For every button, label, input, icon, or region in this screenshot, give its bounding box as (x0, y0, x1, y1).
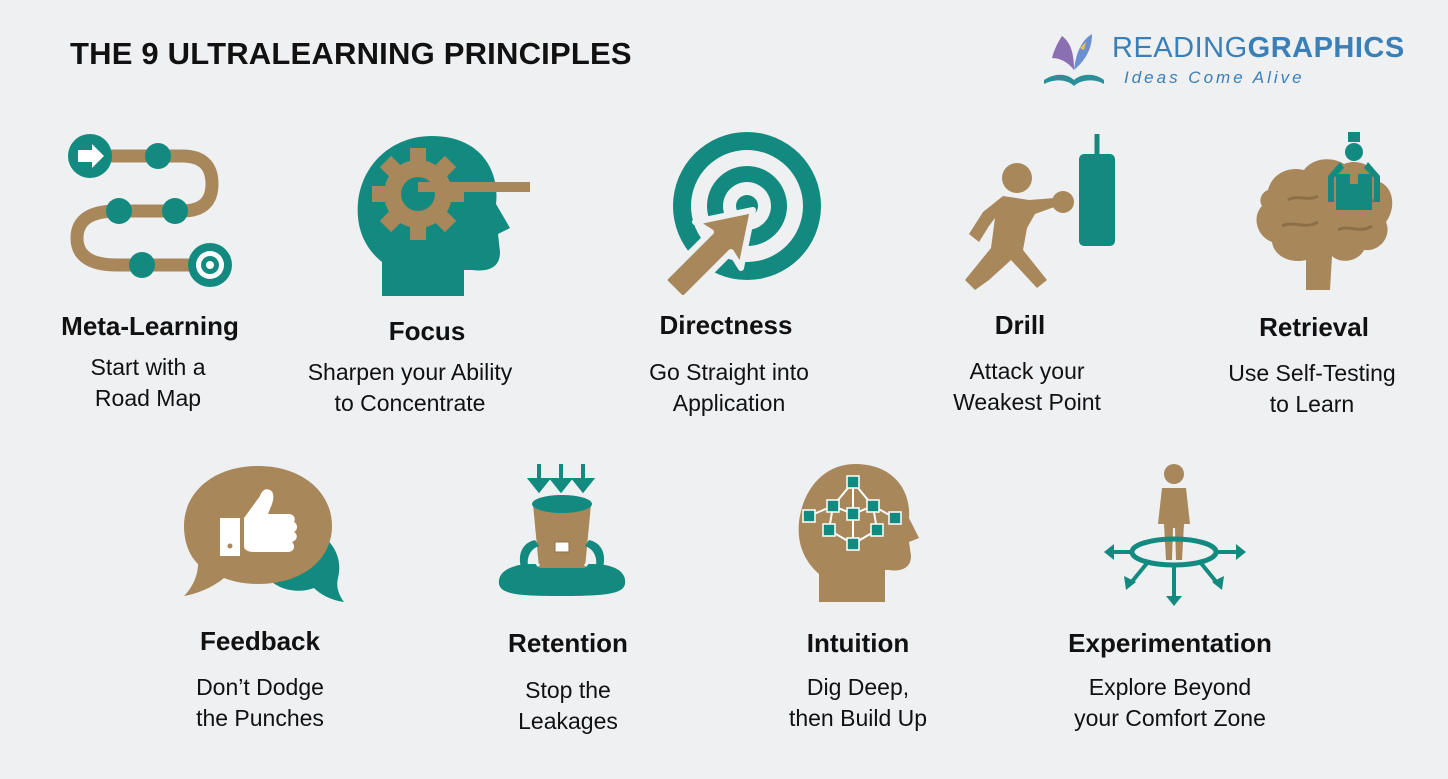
leaking-bucket-icon (495, 460, 630, 600)
principle-name: Directness (659, 310, 793, 340)
boxer-icon (945, 130, 1120, 295)
principle-description: Explore Beyond your Comfort Zone (1074, 674, 1266, 731)
person-arrows-icon (1100, 462, 1250, 607)
principle-description: Use Self-Testing to Learn (1228, 360, 1396, 417)
principle-description: Dig Deep, then Build Up (788, 674, 928, 731)
brain-claw-icon (1248, 130, 1398, 300)
principle-description: Start with a Road Map (90, 354, 206, 411)
principle-name: Drill (994, 310, 1046, 340)
principle-name: Intuition (806, 628, 910, 658)
principle-name: Retrieval (1259, 312, 1369, 342)
principle-name: Feedback (200, 626, 320, 656)
readinggraphics-logo (1040, 28, 1405, 98)
head-network-icon (795, 460, 925, 605)
principle-description: Don’t Dodge the Punches (196, 674, 324, 731)
principle-name: Experimentation (1068, 628, 1272, 658)
principle-description: Go Straight into Application (649, 359, 809, 416)
logo-name: READINGGRAPHICS (1112, 32, 1405, 64)
page-title: THE 9 ULTRALEARNING PRINCIPLES (70, 36, 632, 71)
principle-description: Attack your Weakest Point (953, 358, 1101, 415)
target-arrow-icon (655, 130, 830, 295)
thumbs-up-bubble-icon (180, 460, 345, 605)
principle-description: Sharpen your Ability to Concentrate (307, 359, 513, 416)
head-gear-icon (352, 130, 532, 300)
road-map-icon (62, 134, 237, 294)
principle-name: Retention (508, 628, 628, 658)
principle-name: Focus (388, 316, 466, 346)
book-butterfly-icon (1040, 28, 1110, 90)
logo-tagline: Ideas Come Alive (1124, 68, 1305, 87)
principle-name: Meta-Learning (61, 311, 239, 341)
principle-description: Stop the Leakages (518, 677, 618, 734)
